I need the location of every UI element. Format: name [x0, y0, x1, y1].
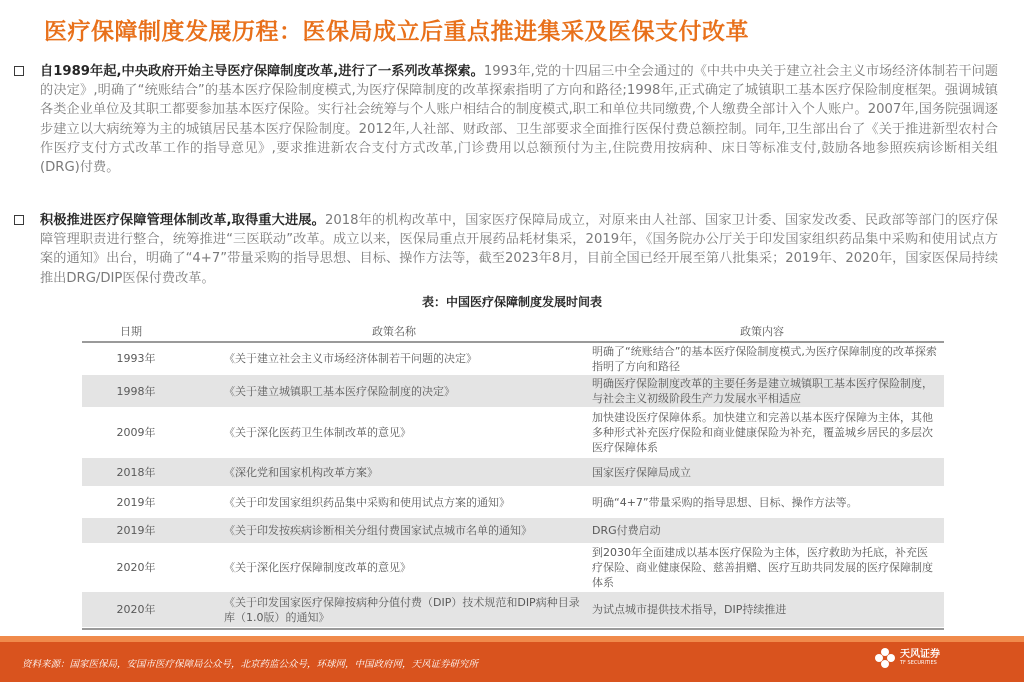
bullet-body: 2018年的机构改革中，国家医疗保障局成立，对原来由人社部、国家卫计委、国家发改委、民政部等部门的医疗保障管理职责进行整合，统筹推进“三医联动”改革。成立以来，医保局重点开展药品耗材集采，2019年，《国务院办公厅关于印发国家组织药品集中采购和使用试点方案的通知》出台，明确了“4+7”带量采购的指导思想、目标、操作方法等，截至2023年8月，目前全国已经开展至第八批集采；2019年、2020年，国家医保局持续推出DRG/DIP医保付费改革。 — [40, 213, 998, 286]
header-date: 日期 — [120, 325, 142, 338]
row-policy-content: 加快建设医疗保障体系。加快建立和完善以基本医疗保障为主体，其他多种形式补充医疗保险和商业健康保险为补充，覆盖城乡居民的多层次医疗保障体系 — [592, 411, 933, 454]
row-policy-content: 明确了“统账结合”的基本医疗保险制度模式,为医疗保障制度的改革探索指明了方向和路径 — [592, 344, 937, 373]
row-policy-name: 《深化党和国家机构改革方案》 — [224, 465, 378, 479]
square-bullet-icon — [14, 66, 24, 76]
row-policy-content: 明确医疗保险制度改革的主要任务是建立城镇职工基本医疗保险制度，与社会主义初级阶段生产力发展水平相适应 — [592, 377, 933, 405]
row-date: 2019年 — [116, 495, 156, 509]
row-policy-name: 《关于印发国家组织药品集中采购和使用试点方案的通知》 — [224, 495, 510, 509]
bullet-body: 1993年,党的十四届三中全会通过的《中共中央关于建立社会主义市场经济体制若干问题的决定》,明确了“统账结合”的基本医疗保险制度模式,为医疗保障制度的改革探索指明了方向和路径;1998年,正式确定了城镇职工基本医疗保险制度框架。强调城镇各类企业单位及其职工都要参加基本医疗保险。实行社会统筹与个人账户相结合的制度模式,职工和单位共同缴费,个人缴费全部计入个人账户。2007年,国务院强调逐步建立以大病统筹为主的城镇居民基本医疗保险制度。2012年,人社部、财政部、卫生部要求全面推行医保付费总额控制。同年,卫生部出台了《关于推进新型农村合作医疗支付方式改革工作的指导意见》,要求推进新农合支付方式改革,门诊费用以总额预付为主,住院费用按病种、床日等标准支付,鼓励各地参照疾病诊断相关组(DRG)付费。 — [40, 64, 998, 176]
header-name: 政策名称 — [372, 325, 416, 338]
row-date: 1998年 — [116, 384, 156, 398]
company-logo — [875, 648, 940, 668]
source-note: 资料来源：国家医保局，安国市医疗保障局公众号，北京药监公众号，环球网，中国政府网，天风证券研究所 — [22, 659, 479, 670]
row-policy-content: 到2030年全面建成以基本医疗保险为主体，医疗救助为托底，补充医疗保险、商业健康保险、慈善捐赠、医疗互助共同发展的医疗保障制度体系 — [592, 546, 933, 589]
logo-name: 天风证券 — [900, 649, 940, 660]
table-row — [82, 375, 944, 408]
table-row — [82, 343, 944, 375]
row-policy-content: 为试点城市提供技术指导，DIP持续推进 — [592, 603, 787, 616]
table-caption: 表：中国医疗保障制度发展时间表 — [421, 295, 602, 309]
row-policy-content: 明确“4+7”带量采购的指导思想、目标、操作方法等。 — [592, 495, 858, 509]
row-policy-name: 《关于深化医疗保障制度改革的意见》 — [224, 561, 411, 574]
flower-icon — [875, 648, 895, 668]
table-row — [82, 518, 944, 544]
bullet-lead: 积极推进医疗保障管理体制改革,取得重大进展。 — [40, 213, 325, 228]
bullet-lead: 自1989年起,中央政府开始主导医疗保障制度改革,进行了一系列改革探索。 — [40, 64, 484, 79]
logo-subtitle: TF SECURITIES — [900, 660, 937, 666]
row-policy-name: 《关于印发按疾病诊断相关分组付费国家试点城市名单的通知》 — [224, 524, 532, 537]
table-row — [82, 592, 944, 628]
row-date: 2018年 — [116, 465, 156, 479]
row-date: 1993年 — [116, 352, 156, 365]
row-date: 2020年 — [116, 561, 156, 574]
footer-bar — [0, 636, 1024, 682]
page-title: 医疗保障制度发展历程：医保局成立后重点推进集采及医保支付改革 — [44, 19, 749, 45]
table-bottom-rule — [82, 628, 944, 630]
table-row — [82, 544, 944, 592]
table-row — [82, 487, 944, 518]
header-content: 政策内容 — [740, 325, 784, 338]
footer-stripe — [0, 636, 1024, 642]
bullet-paragraph-1 — [8, 62, 998, 177]
row-policy-content: DRG付费启动 — [592, 524, 661, 537]
table-row — [82, 408, 944, 458]
row-date: 2009年 — [116, 426, 156, 439]
table-row — [82, 458, 944, 487]
row-policy-name: 《关于深化医药卫生体制改革的意见》 — [224, 426, 411, 439]
row-policy-name: 《关于建立社会主义市场经济体制若干问题的决定》 — [224, 352, 477, 365]
row-policy-name: 《关于印发国家医疗保障按病种分值付费（DIP）技术规范和DIP病种目录库（1.0版）的通知》 — [224, 595, 580, 624]
policy-timeline-table — [82, 317, 944, 630]
row-policy-name: 《关于建立城镇职工基本医疗保险制度的决定》 — [224, 384, 455, 398]
row-policy-content: 国家医疗保障局成立 — [592, 465, 691, 479]
bullet-text — [40, 62, 998, 177]
bullet-paragraph-2 — [8, 211, 998, 288]
row-date: 2020年 — [116, 603, 156, 616]
row-date: 2019年 — [116, 524, 156, 537]
bullet-text — [40, 211, 998, 288]
square-bullet-icon — [14, 215, 24, 225]
table-header — [82, 317, 944, 343]
